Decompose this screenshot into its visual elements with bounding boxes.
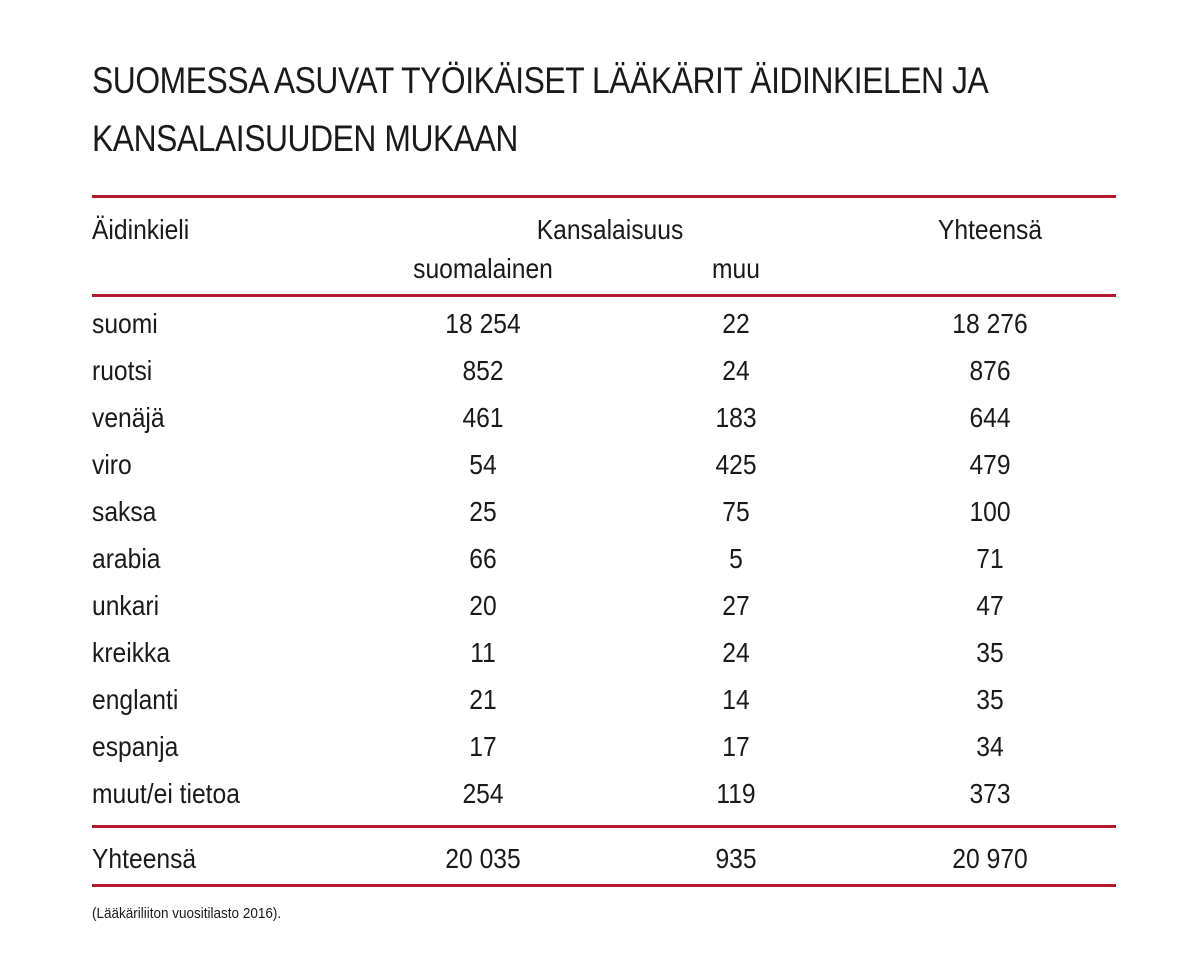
row-finnish-citizens: 11 xyxy=(470,637,496,668)
row-finnish-citizens: 461 xyxy=(462,402,504,433)
row-other-citizens: 24 xyxy=(722,637,750,668)
row-finnish-citizens: 54 xyxy=(469,449,497,480)
row-finnish-citizens: 66 xyxy=(469,543,497,574)
row-other-citizens: 75 xyxy=(722,496,750,527)
row-total: 35 xyxy=(976,684,1004,715)
row-language: ruotsi xyxy=(92,355,153,386)
row-finnish-citizens: 21 xyxy=(469,684,497,715)
title-line-1: SUOMESSA ASUVAT TYÖIKÄISET LÄÄKÄRIT ÄIDINKIELEN JA xyxy=(92,60,989,101)
header-other-citizenship: muu xyxy=(712,253,760,284)
row-total: 47 xyxy=(976,590,1004,621)
row-language: viro xyxy=(92,449,132,480)
row-total: 18 276 xyxy=(952,308,1028,339)
row-total: 71 xyxy=(976,543,1004,574)
row-other-citizens: 24 xyxy=(722,355,750,386)
row-finnish-citizens: 20 xyxy=(469,590,497,621)
footer-label: Yhteensä xyxy=(92,843,197,874)
row-language: suomi xyxy=(92,308,158,339)
header-mother-tongue: Äidinkieli xyxy=(92,214,190,245)
row-language: saksa xyxy=(92,496,157,527)
row-finnish-citizens: 852 xyxy=(462,355,504,386)
footer-grand-total: 20 970 xyxy=(952,843,1028,874)
header-rule xyxy=(92,294,1116,297)
row-language: arabia xyxy=(92,543,161,574)
row-other-citizens: 5 xyxy=(729,543,743,574)
source-note: (Lääkäriliiton vuositilasto 2016). xyxy=(92,905,282,922)
row-other-citizens: 425 xyxy=(715,449,757,480)
row-language: muut/ei tietoa xyxy=(92,778,240,809)
top-rule xyxy=(92,195,1116,198)
row-total: 373 xyxy=(969,778,1011,809)
row-other-citizens: 17 xyxy=(722,731,750,762)
row-total: 876 xyxy=(969,355,1011,386)
row-finnish-citizens: 18 254 xyxy=(445,308,521,339)
row-total: 100 xyxy=(969,496,1011,527)
row-other-citizens: 14 xyxy=(722,684,750,715)
row-language: kreikka xyxy=(92,637,171,668)
page-title xyxy=(92,52,1107,168)
row-total: 479 xyxy=(969,449,1011,480)
row-total: 34 xyxy=(976,731,1004,762)
row-total: 644 xyxy=(969,402,1011,433)
row-language: venäjä xyxy=(92,402,165,433)
row-other-citizens: 22 xyxy=(722,308,750,339)
header-total: Yhteensä xyxy=(937,214,1043,245)
header-finnish-citizenship: suomalainen xyxy=(413,253,553,284)
row-other-citizens: 27 xyxy=(722,590,750,621)
header-citizenship: Kansalaisuus xyxy=(536,214,684,245)
bottom-rule xyxy=(92,884,1116,887)
title-line-2: KANSALAISUUDEN MUKAAN xyxy=(92,118,518,159)
row-finnish-citizens: 254 xyxy=(462,778,504,809)
row-other-citizens: 119 xyxy=(716,778,756,809)
row-total: 35 xyxy=(976,637,1004,668)
row-other-citizens: 183 xyxy=(715,402,757,433)
row-language: espanja xyxy=(92,731,179,762)
footer-rule xyxy=(92,825,1116,828)
row-finnish-citizens: 25 xyxy=(469,496,497,527)
row-language: englanti xyxy=(92,684,179,715)
footer-finnish-total: 20 035 xyxy=(445,843,521,874)
footer-other-total: 935 xyxy=(715,843,757,874)
row-language: unkari xyxy=(92,590,160,621)
row-finnish-citizens: 17 xyxy=(469,731,497,762)
